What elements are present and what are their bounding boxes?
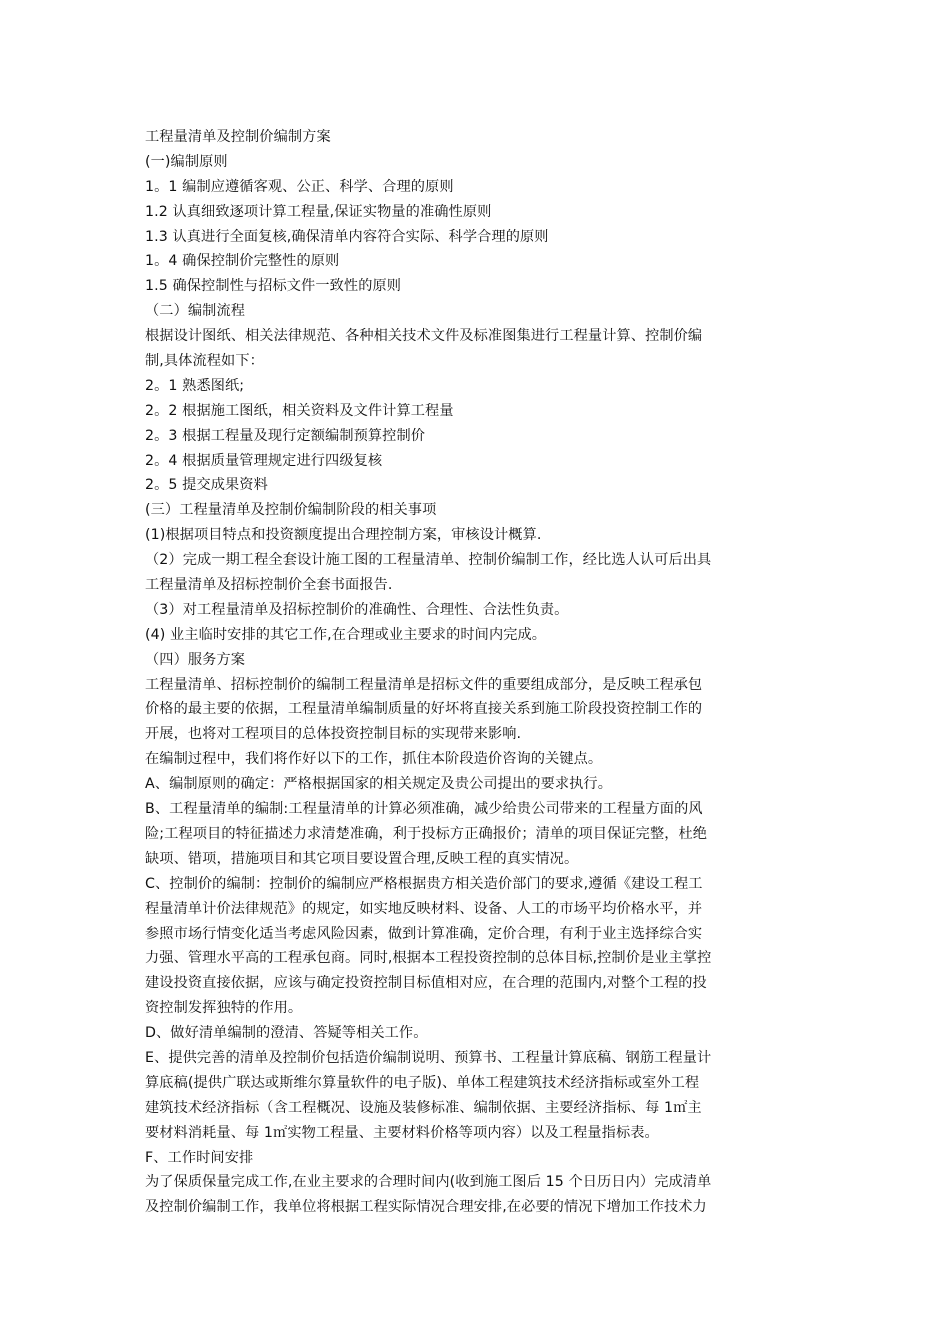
text-line: 2。3 根据工程量及现行定额编制预算控制价 [145,427,426,444]
text-line: 建设投资直接依据，应该与确定投资控制目标值相对应，在合理的范围内,对整个工程的投 [145,975,707,992]
text-line: （2）完成一期工程全套设计施工图的工程量清单、控制价编制工作，经比选人认可后出具 [145,552,712,569]
text-line: 程量清单计价法律规范》的规定，如实地反映材料、设备、人工的市场平均价格水平，并 [145,900,703,917]
text-line: 力强、管理水平高的工程承包商。同时,根据本工程投资控制的总体目标,控制价是业主掌控 [145,950,712,967]
section-heading-2: （二）编制流程 [145,303,246,320]
text-line: 算底稿(提供广联达或斯维尔算量软件的电子版)、单体工程建筑技术经济指标或室外工程 [145,1074,700,1091]
text-line: 1。1 编制应遵循客观、公正、科学、合理的原则 [145,178,454,195]
text-line: 险;工程项目的特征描述力求清楚准确，利于投标方正确报价；清单的项目保证完整，杜绝 [145,825,708,842]
text-line: 工程量清单、招标控制价的编制工程量清单是招标文件的重要组成部分，是反映工程承包 [145,676,703,693]
text-line: 缺项、错项，措施项目和其它项目要设置合理,反映工程的真实情况。 [145,850,579,867]
text-line: E、提供完善的清单及控制价包括造价编制说明、预算书、工程量计算底稿、钢筋工程量计 [145,1049,712,1066]
text-line: 工程量清单及招标控制价全套书面报告. [145,577,393,594]
text-line: (1)根据项目特点和投资额度提出合理控制方案，审核设计概算. [145,527,542,544]
text-line: （3）对工程量清单及招标控制价的准确性、合理性、合法性负责。 [145,601,569,618]
text-line: F、工作时间安排 [145,1149,254,1166]
text-line: 价格的最主要的依据，工程量清单编制质量的好坏将直接关系到施工阶段投资控制工作的 [145,701,703,718]
document-title: 工程量清单及控制价编制方案 [145,129,331,145]
text-line: 及控制价编制工作，我单位将根据工程实际情况合理安排,在必要的情况下增加工作技术力 [145,1199,707,1216]
section-heading-4: （四）服务方案 [145,651,246,668]
text-line: 要材料消耗量、每 1㎡实物工程量、主要材料价格等项内容）以及工程量指标表。 [145,1124,659,1141]
text-line: 2。2 根据施工图纸，相关资料及文件计算工程量 [145,402,454,419]
text-line: B、工程量清单的编制:工程量清单的计算必须准确，减少给贵公司带来的工程量方面的风 [145,801,703,818]
text-line: 根据设计图纸、相关法律规范、各种相关技术文件及标准图集进行工程量计算、控制价编 [145,328,703,345]
text-line: C、控制价的编制：控制价的编制应严格根据贵方相关造价部门的要求,遵循《建设工程工 [145,875,703,892]
text-line: 1。4 确保控制价完整性的原则 [145,253,340,270]
text-line: 1.3 认真进行全面复核,确保清单内容符合实际、科学合理的原则 [145,228,549,245]
text-line: 2。1 熟悉图纸; [145,377,245,394]
text-line: 2。4 根据质量管理规定进行四级复核 [145,452,383,469]
section-heading-1: (一)编制原则 [145,153,228,170]
text-line: 建筑技术经济指标（含工程概况、设施及装修标准、编制依据、主要经济指标、每 1㎡主 [145,1099,702,1116]
section-heading-3: (三）工程量清单及控制价编制阶段的相关事项 [145,502,437,519]
text-line: 参照市场行情变化适当考虑风险因素，做到计算准确，定价合理，有利于业主选择综合实 [145,925,703,942]
document-body [145,125,810,1220]
text-line: 制,具体流程如下： [145,353,264,370]
text-line: 为了保质保量完成工作,在业主要求的合理时间内(收到施工图后 15 个日历日内）完成清单 [145,1174,712,1191]
text-line: 1.5 确保控制性与招标文件一致性的原则 [145,278,402,295]
text-line: 资控制发挥独特的作用。 [145,1000,303,1017]
text-line: D、做好清单编制的澄清、答疑等相关工作。 [145,1025,428,1042]
text-line: 在编制过程中，我们将作好以下的工作，抓住本阶段造价咨询的关键点。 [145,751,603,768]
text-line: 开展，也将对工程项目的总体投资控制目标的实现带来影响. [145,726,522,743]
text-line: 1.2 认真细致逐项计算工程量,保证实物量的准确性原则 [145,203,492,220]
text-line: A、编制原则的确定：严格根据国家的相关规定及贵公司提出的要求执行。 [145,776,613,793]
text-line: (4) 业主临时安排的其它工作,在合理或业主要求的时间内完成。 [145,626,547,643]
text-line: 2。5 提交成果资料 [145,477,268,494]
